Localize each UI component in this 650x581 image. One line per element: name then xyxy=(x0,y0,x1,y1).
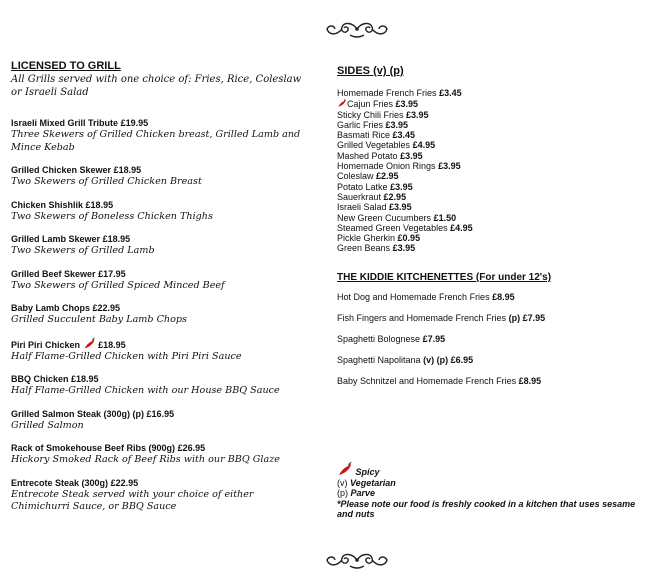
item-name: Chicken Shishlik xyxy=(11,199,84,210)
item-price: £18.95 xyxy=(102,234,131,244)
side-item: Garlic Fries £3.95 xyxy=(337,119,409,130)
scroll-ornament-icon xyxy=(324,18,390,40)
side-item: New Green Cucumbers £1.50 xyxy=(337,212,457,223)
kids-item: Hot Dog and Homemade French Fries £8.95 xyxy=(337,292,515,302)
chili-pepper-icon xyxy=(337,461,353,477)
menu-item xyxy=(11,477,311,514)
side-item: Homemade Onion Rings £3.95 xyxy=(337,161,461,172)
menu-item xyxy=(11,233,311,258)
grill-intro: All Grills served with one choice of: Fries, Rice, Coleslaw or Israeli Salad xyxy=(11,74,302,98)
kids-item: Fish Fingers and Homemade French Fries (p) £7.95 xyxy=(337,313,546,323)
item-name: Rack of Smokehouse Beef Ribs (900g) xyxy=(11,443,176,453)
side-item: Sticky Chili Fries £3.95 xyxy=(337,109,429,120)
item-price: £19.95 xyxy=(120,118,149,128)
chili-pepper-icon xyxy=(337,98,347,108)
menu-item xyxy=(11,408,311,433)
menu-item xyxy=(11,164,311,189)
item-price: £26.95 xyxy=(177,443,206,453)
side-item: Pickle Gherkin £0.95 xyxy=(337,233,421,244)
side-item: Grilled Vegetables £4.95 xyxy=(337,140,436,151)
legend-vegetarian: (v) Vegetarian xyxy=(337,477,396,488)
item-name: BBQ Chicken xyxy=(11,374,69,384)
item-desc: Three Skewers of Grilled Chicken breast, Grilled Lamb and Mince Kebab xyxy=(11,129,301,153)
side-item: Homemade French Fries £3.45 xyxy=(337,88,462,98)
item-desc: Half Flame-Grilled Chicken with our House BBQ Sauce xyxy=(11,385,280,396)
kids-item: Baby Schnitzel and Homemade French Fries £8.95 xyxy=(337,376,542,386)
kids-title: THE KIDDIE KITCHENETTES (For under 12's) xyxy=(337,272,552,283)
kids-item: Spaghetti Bolognese £7.95 xyxy=(337,334,446,344)
item-name: Israeli Mixed Grill Tribute xyxy=(11,118,119,128)
item-desc: Half Flame-Grilled Chicken with Piri Piri Sauce xyxy=(11,350,242,362)
menu-item xyxy=(11,337,311,364)
item-price: £22.95 xyxy=(110,477,139,488)
chili-pepper-icon xyxy=(83,337,96,350)
menu-item xyxy=(11,117,311,154)
menu-item xyxy=(11,373,311,398)
legend-parve: (p) Parve xyxy=(337,488,376,498)
grill-section xyxy=(11,60,311,524)
item-desc: Grilled Salmon xyxy=(11,419,84,431)
item-desc: Grilled Succulent Baby Lamb Chops xyxy=(11,314,187,325)
item-name: Grilled Chicken Skewer xyxy=(11,165,112,175)
kids-item: Spaghetti Napolitana (v) (p) £6.95 xyxy=(337,355,474,365)
sides-title: SIDES (v) (p) xyxy=(337,65,404,77)
item-price: £18.95 xyxy=(71,374,99,384)
item-desc: Two Skewers of Grilled Lamb xyxy=(11,245,155,256)
item-name: Grilled Salmon Steak (300g) (p) xyxy=(11,408,145,419)
menu-item xyxy=(11,268,311,293)
side-item: Mashed Potato £3.95 xyxy=(337,150,423,161)
item-price: £18.95 xyxy=(85,199,114,210)
item-price: £22.95 xyxy=(92,303,121,313)
item-desc: Two Skewers of Grilled Chicken Breast xyxy=(11,176,202,187)
allergen-note: *Please note our food is freshly cooked in a kitchen that uses sesame and nuts xyxy=(337,498,636,519)
side-item: Potato Latke £3.95 xyxy=(337,181,413,192)
grill-title: LICENSED TO GRILL xyxy=(11,60,121,72)
item-desc: Two Skewers of Grilled Spiced Minced Beef xyxy=(11,279,225,291)
side-item: Sauerkraut £2.95 xyxy=(337,191,407,202)
item-desc: Hickory Smoked Rack of Beef Ribs with our BBQ Glaze xyxy=(11,454,280,465)
item-desc: Two Skewers of Boneless Chicken Thighs xyxy=(11,210,213,222)
item-price: £16.95 xyxy=(146,408,175,419)
sides-section xyxy=(337,65,637,254)
item-desc: Entrecote Steak served with your choice of either Chimichurri Sauce, or BBQ Sauce xyxy=(11,488,254,512)
item-name: Grilled Beef Skewer xyxy=(11,268,96,279)
item-price: £17.95 xyxy=(98,268,126,279)
kids-section xyxy=(337,271,637,397)
item-name: Grilled Lamb Skewer xyxy=(11,234,101,244)
side-item: Coleslaw £2.95 xyxy=(337,171,399,182)
menu-item xyxy=(11,442,311,467)
item-name: Baby Lamb Chops xyxy=(11,303,91,313)
side-item: Steamed Green Vegetables £4.95 xyxy=(337,222,473,233)
menu-item xyxy=(11,199,311,224)
item-price: £18.95 xyxy=(113,165,142,175)
side-item: Cajun Fries £3.95 xyxy=(337,98,637,109)
side-item: Israeli Salad £3.95 xyxy=(337,202,412,213)
item-price: £18.95 xyxy=(98,339,126,350)
item-name: Entrecote Steak (300g) xyxy=(11,477,109,488)
menu-item xyxy=(11,302,311,327)
side-item: Green Beans £3.95 xyxy=(337,243,416,254)
legend-spicy: Spicy xyxy=(337,461,637,478)
scroll-ornament-icon xyxy=(324,549,390,571)
legend xyxy=(337,461,637,520)
item-name: Piri Piri Chicken xyxy=(11,339,81,350)
side-item: Basmati Rice £3.45 xyxy=(337,130,416,141)
